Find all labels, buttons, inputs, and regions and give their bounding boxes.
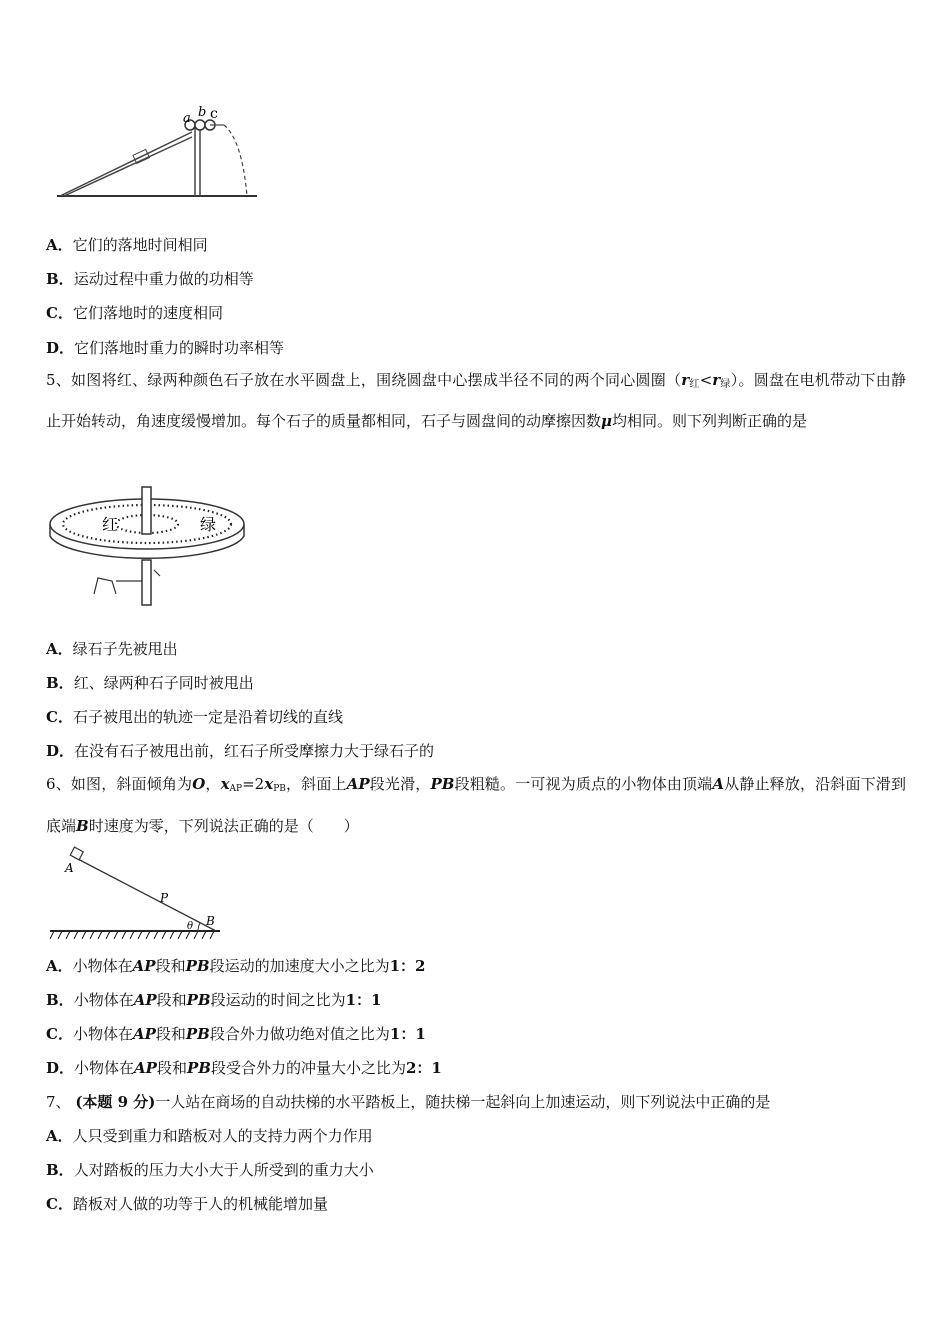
option-label: D． <box>46 339 75 357</box>
label-red: 红 <box>102 515 119 534</box>
option-label: B． <box>46 674 74 692</box>
label-B: B <box>206 914 215 928</box>
option-mid: 段和 <box>155 1025 186 1043</box>
option-label: A． <box>46 1127 73 1145</box>
incline-line-lower <box>60 132 192 196</box>
block <box>70 847 83 860</box>
option-text: 人只受到重力和踏板对人的支持力两个力作用 <box>72 1127 373 1145</box>
sub-red: 红 <box>689 379 700 390</box>
q7-stem <box>46 1091 770 1113</box>
label-b: b <box>198 105 207 120</box>
seg-pb: PB <box>185 1025 210 1043</box>
q5-stem-1: 5、如图将红、绿两种颜色石子放在水平圆盘上，围绕圆盘中心摆成半径不同的两个同心圆圈（ <box>46 371 682 389</box>
q6-stem-3: 段光滑， <box>369 775 431 793</box>
q5-option-b[interactable] <box>46 672 254 694</box>
option-text: 运动过程中重力做的功相等 <box>73 270 254 288</box>
q6-stem-6: 时速度为零，下列说法正确的是（ ） <box>88 817 359 835</box>
q4-option-d[interactable] <box>46 337 284 359</box>
q5-stem-3: 均相同。则下列判断正确的是 <box>612 412 808 430</box>
label-c: c <box>210 106 218 122</box>
shaft-top <box>142 487 151 534</box>
option-mid: 段和 <box>155 957 186 975</box>
seg-ap: AP <box>134 1059 157 1077</box>
sub-pb: PB <box>273 784 286 794</box>
option-ratio: 2：1 <box>405 1059 442 1077</box>
q6-stem-1: 6、如图，斜面倾角为 <box>46 775 193 793</box>
option-post: 段运动的时间之比为 <box>210 991 346 1009</box>
option-label: D． <box>46 1059 75 1077</box>
q5-stem-2: ）。圆盘在电机带动下由静止开始转动，角速度缓慢增加。每个石子的质量都相同，石子与圆盘间的动摩擦因数 <box>46 371 906 430</box>
q7-option-c[interactable] <box>46 1193 328 1215</box>
option-ratio: 1：1 <box>345 991 382 1009</box>
label-theta: θ <box>187 921 194 932</box>
trajectory-dashed <box>224 125 247 196</box>
eq-two: =2 <box>242 775 265 793</box>
option-label: C． <box>46 708 73 726</box>
option-pre: 小物体在 <box>72 1025 133 1043</box>
option-label: A． <box>46 640 73 658</box>
q6-option-a[interactable] <box>46 955 425 977</box>
option-post: 段运动的加速度大小之比为 <box>209 957 390 975</box>
q6-option-b[interactable] <box>46 989 382 1011</box>
option-text: 绿石子先被甩出 <box>72 640 178 658</box>
seg-ap: AP <box>132 1025 156 1043</box>
label-green: 绿 <box>200 515 217 534</box>
option-label: C． <box>46 1195 73 1213</box>
q6-stem: 6、如图，斜面倾角为O，$x_{AP}=2x_{PB}$，斜面上AP段光滑，PB段粗糙。一可视为质点的小物体由顶端A从静止释放，沿斜面下滑到底端B时速度为零，下列说法正确的是（ ） <box>46 775 906 835</box>
option-text: 人对踏板的压力大小大于人所受到的重力大小 <box>73 1161 374 1179</box>
incline-surface <box>74 857 216 931</box>
option-post: 段受合外力的冲量大小之比为 <box>210 1059 406 1077</box>
q7-option-a[interactable] <box>46 1125 373 1147</box>
q4-option-b[interactable] <box>46 268 254 290</box>
r-green: r <box>712 371 721 389</box>
q6-option-d[interactable] <box>46 1057 442 1079</box>
point-A: A <box>712 775 724 793</box>
option-label: B． <box>46 991 74 1009</box>
sub-green: 绿 <box>720 379 731 390</box>
label-A: A <box>65 861 74 875</box>
q5-option-d[interactable] <box>46 740 434 762</box>
option-text: 在没有石子被甩出前，红石子所受摩擦力大于绿石子的 <box>74 742 435 760</box>
q6-stem-2: ，斜面上 <box>285 775 347 793</box>
angle-arc <box>198 923 200 931</box>
mu-symbol: μ <box>601 412 612 430</box>
option-label: B． <box>46 1161 74 1179</box>
option-text: 它们落地时的速度相同 <box>72 304 223 322</box>
option-text: 它们落地时重力的瞬时功率相等 <box>74 339 285 357</box>
option-pre: 小物体在 <box>72 957 133 975</box>
q6-option-c[interactable] <box>46 1023 426 1045</box>
ball-b <box>195 120 205 130</box>
seg-pb: PB <box>430 775 455 793</box>
q5-option-c[interactable] <box>46 706 343 728</box>
seg-ap: AP <box>346 775 370 793</box>
seg-ap: AP <box>133 991 157 1009</box>
option-label: D． <box>46 742 75 760</box>
option-text: 红、绿两种石子同时被甩出 <box>73 674 254 692</box>
x-ap: x <box>220 775 230 793</box>
option-label: A． <box>46 957 73 975</box>
seg-ap: AP <box>132 957 156 975</box>
option-label: A． <box>46 236 73 254</box>
point-B: B <box>76 817 89 835</box>
q4-option-c[interactable] <box>46 302 223 324</box>
option-text: 它们的落地时间相同 <box>72 236 208 254</box>
q7-num: 7、 <box>46 1093 71 1111</box>
q5-stem <box>46 362 906 440</box>
option-mid: 段和 <box>156 991 187 1009</box>
option-post: 段合外力做功绝对值之比为 <box>209 1025 390 1043</box>
label-a: a <box>183 111 191 126</box>
label-P: P <box>160 891 169 905</box>
x-pb: x <box>264 775 274 793</box>
incline-line-upper <box>64 137 192 196</box>
option-pre: 小物体在 <box>73 991 134 1009</box>
q7-option-b[interactable] <box>46 1159 374 1181</box>
seg-pb: PB <box>186 991 211 1009</box>
option-text: 踏板对人做的功等于人的机械能增加量 <box>72 1195 328 1213</box>
figure-rotating-disc <box>46 484 251 609</box>
option-text: 石子被甩出的轨迹一定是沿着切线的直线 <box>72 708 343 726</box>
q6-stem-5: 从静止释放，沿斜面下滑到底端 <box>46 775 906 835</box>
seg-pb: PB <box>185 957 210 975</box>
option-label: B． <box>46 270 74 288</box>
q5-option-a[interactable] <box>46 638 178 660</box>
q6-stem-4: 段粗糙。一可视为质点的小物体由顶端 <box>454 775 713 793</box>
q7-stem-text: 一人站在商场的自动扶梯的水平踏板上，随扶梯一起斜向上加速运动，则下列说法中正确的是 <box>155 1093 771 1111</box>
q7-tag: (本题 9 分) <box>75 1093 156 1111</box>
r-red: r <box>681 371 690 389</box>
angle-O: O <box>192 775 206 793</box>
ground-hatch <box>50 931 214 939</box>
less-than: < <box>699 371 713 389</box>
option-ratio: 1：2 <box>389 957 426 975</box>
option-ratio: 1：1 <box>389 1025 426 1043</box>
option-label: C． <box>46 1025 73 1043</box>
option-label: C． <box>46 304 73 322</box>
shaft-bottom <box>142 560 151 605</box>
figure-incline <box>48 845 228 943</box>
figure-balls-incline <box>52 100 267 200</box>
q4-option-a[interactable] <box>46 234 208 256</box>
option-mid: 段和 <box>156 1059 187 1077</box>
sub-ap: AP <box>229 784 243 794</box>
option-pre: 小物体在 <box>74 1059 135 1077</box>
seg-pb: PB <box>186 1059 211 1077</box>
